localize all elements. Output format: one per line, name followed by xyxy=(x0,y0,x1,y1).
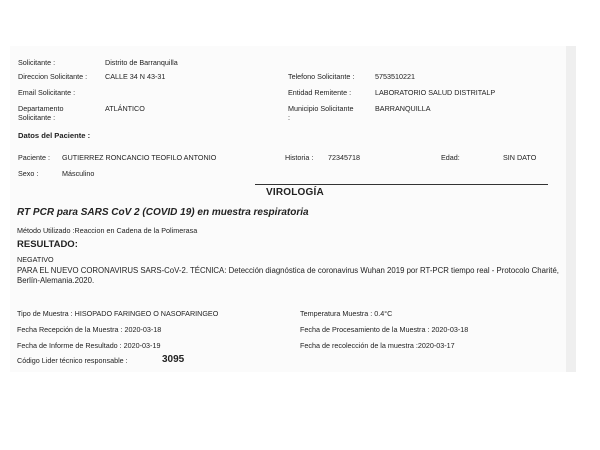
historia-label: Historia : xyxy=(285,153,314,162)
resultado-label: RESULTADO: xyxy=(17,239,78,250)
test-title: RT PCR para SARS CoV 2 (COVID 19) en muestra respiratoria xyxy=(17,207,309,218)
solicitante-label: Solicitante : xyxy=(18,58,56,67)
edad-value: SIN DATO xyxy=(503,153,537,162)
sexo-label: Sexo : xyxy=(18,169,39,178)
fecha-recoleccion: Fecha de recolección de la muestra :2020-03-17 xyxy=(300,341,455,350)
metodo-utilizado: Método Utilizado :Reaccion en Cadena de la Polimerasa xyxy=(17,226,198,235)
paciente-value: GUTIERREZ RONCANCIO TEOFILO ANTONIO xyxy=(62,153,217,162)
tipo-muestra: Tipo de Muestra : HISOPADO FARINGEO O NASOFARINGEO xyxy=(17,309,219,318)
codigo-lider-value: 3095 xyxy=(162,354,185,365)
departamento-label: Departamento xyxy=(18,104,64,113)
virologia-title: VIROLOGÍA xyxy=(266,187,324,198)
tecnica-description: PARA EL NUEVO CORONAVIRUS SARS-CoV-2. TÉCNICA: Detección diagnóstica de coronavirus Wuhan 2019 por RT-PCR tiempo real - Protocolo Charité, Berlín-Alemania.2020. xyxy=(17,266,559,285)
municipio-value: BARRANQUILLA xyxy=(375,104,431,113)
solicitante-value: Distrito de Barranquilla xyxy=(105,58,178,67)
fecha-procesamiento: Fecha de Procesamiento de la Muestra : 2020-03-18 xyxy=(300,325,469,334)
historia-value: 72345718 xyxy=(328,153,360,162)
municipio-label: Municipio Solicitante xyxy=(288,104,354,113)
direccion-value: CALLE 34 N 43-31 xyxy=(105,72,166,81)
sexo-value: Másculino xyxy=(62,169,95,178)
telefono-label: Telefono Solicitante : xyxy=(288,72,355,81)
page-edge xyxy=(566,46,576,372)
temperatura-muestra: Temperatura Muestra : 0.4°C xyxy=(300,309,393,318)
fecha-informe: Fecha de Informe de Resultado : 2020-03-19 xyxy=(17,341,161,350)
telefono-value: 5753510221 xyxy=(375,72,415,81)
departamento-label-2: Solicitante : xyxy=(18,113,56,122)
section-divider xyxy=(255,184,548,185)
email-label: Email Solicitante : xyxy=(18,88,76,97)
resultado-value: NEGATIVO xyxy=(17,255,54,264)
municipio-colon: : xyxy=(288,113,290,122)
direccion-label: Direccion Solicitante : xyxy=(18,72,88,81)
codigo-lider-label: Código Lider técnico responsable : xyxy=(17,356,128,365)
entidad-value: LABORATORIO SALUD DISTRITALP xyxy=(375,88,496,97)
fecha-recepcion: Fecha Recepción de la Muestra : 2020-03-18 xyxy=(17,325,162,334)
paciente-section-title: Datos del Paciente : xyxy=(18,131,91,140)
paciente-label: Paciente : xyxy=(18,153,50,162)
entidad-label: Entidad Remitente : xyxy=(288,88,352,97)
edad-label: Edad: xyxy=(441,153,460,162)
departamento-value: ATLÁNTICO xyxy=(105,104,145,113)
